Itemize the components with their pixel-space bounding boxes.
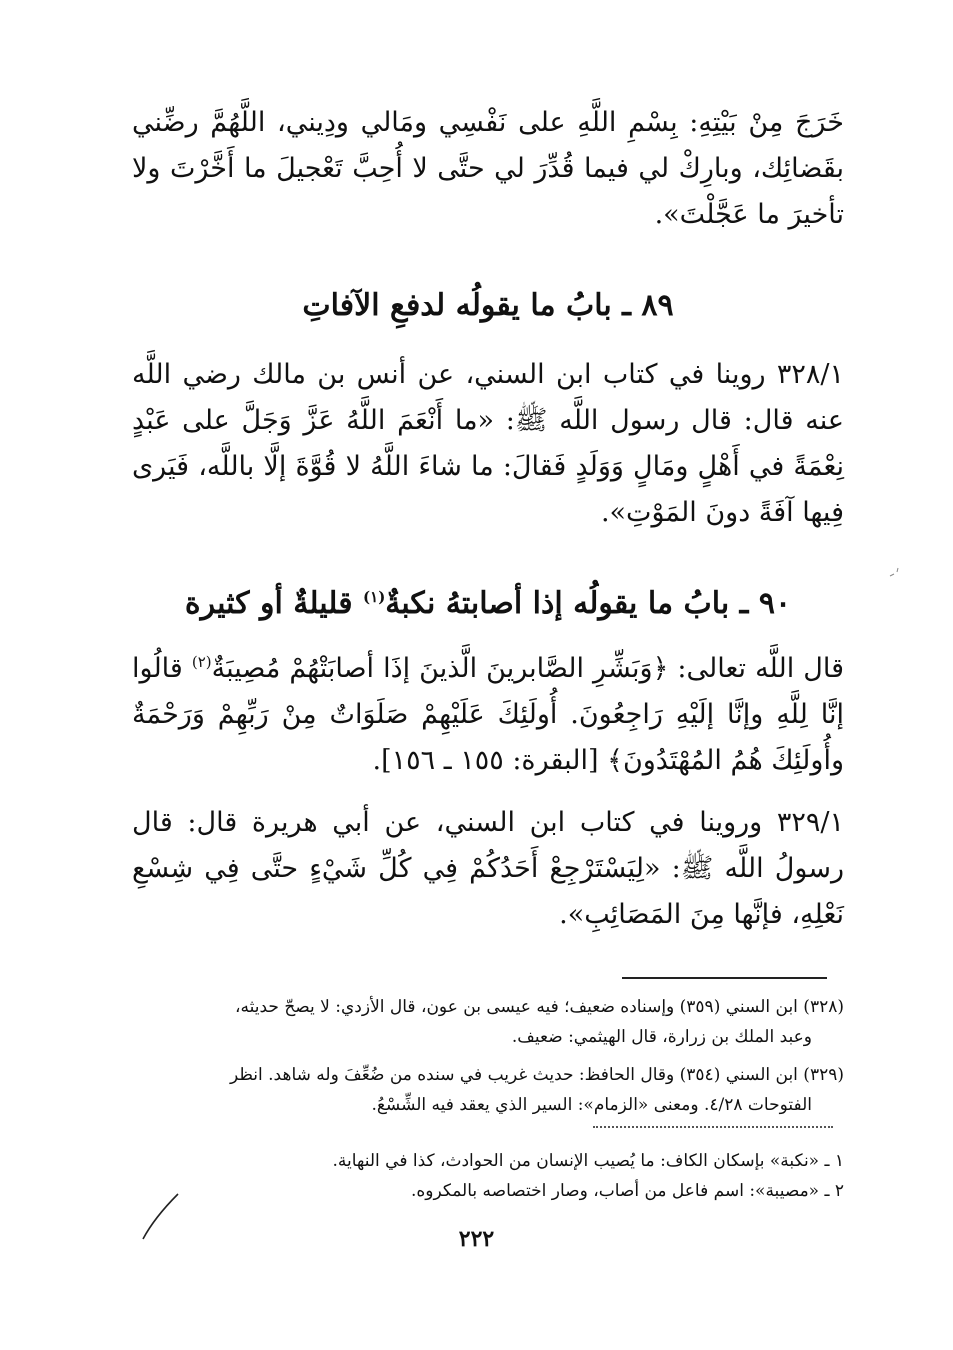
hadith-328-paragraph: ٣٢٨/١ روينا في كتاب ابن السني، عن أنس بن مالك رضي اللَّه عنه قال: قال رسول اللَّه ﷺ: «ما أَنْعَمَ اللَّهُ عَزَّ وَجَلَّ على عَبْدٍ نِعْمَةً في أَهْلٍ ومَالٍ وَوَلَدٍ فَقالَ: ما شاءَ اللَّهُ لا قُوَّةَ إلَّا باللَّه، فَيَرى فِيها آفَةً دونَ المَوْتِ». (132, 359, 844, 528)
chapter-90-title: ٩٠ ـ بابُ ما يقولُه إذا أصابتهُ نكبةٌ (385, 586, 792, 621)
footnote-separator (622, 977, 827, 979)
quran-verse-end: قالُوا إنَّا لِلَّهِ وإنَّا إلَيْهِ رَاجِعُونَ. أُولَئِكَ عَلَيْهِمْ صَلَوَاتٌ مِنْ رَبِّهِمْ وَرَحْمَةٌ وأُولَئِكَ هُمُ المُهْتَدُونَ﴾ [البقرة: ١٥٥ ـ ١٥٦]. (132, 653, 844, 776)
notes-dotted-separator (593, 1126, 833, 1128)
editor-note-1: ١ ـ «نكبة» بإسكان الكاف: ما يُصيب الإنسان من الحوادث، كذا في النهاية. (332, 1151, 844, 1171)
chapter-89-heading: ٨٩ ـ بابُ ما يقولُه لدفعِ الآفاتِ (302, 288, 674, 323)
footnote-ref-2: (٢) (191, 653, 212, 671)
scan-speck-mark (888, 566, 902, 578)
page-number: ٢٢٢ (458, 1226, 495, 1252)
editor-notes (132, 1146, 844, 1206)
footnote-329-line-2: الفتوحات ٤/٢٨. ومعنى «الزمام»: السير الذي يعقد فيه الشِّسْعُ. (371, 1095, 812, 1115)
editor-note-2: ٢ ـ «مصيبة»: اسم فاعل من أصاب، وصار اختصاصه بالمكروه. (410, 1181, 844, 1201)
footnote-328-line-1: (٣٢٨) ابن السني (٣٥٩) وإسناده ضعيف؛ فيه عيسى بن عون، قال الأزدي: لا يصحّ حديثه، (235, 997, 844, 1017)
footnote-328-line-2: وعبد الملك بن زرارة، قال الهيثمي: ضعيف. (511, 1027, 812, 1047)
quran-verse-paragraph (132, 646, 844, 784)
footnote-ref-1: (١) (363, 588, 386, 606)
chapter-90-heading (132, 582, 844, 626)
quran-verse-start: قال اللَّه تعالى: ﴿وَبَشِّرِ الصَّابرينَ الَّذينَ إذَا أصابَتْهُمْ مُصِيبَةٌ (211, 653, 844, 684)
hadith-329-paragraph: ٣٢٩/١ وروينا في كتاب ابن السني، عن أبي هريرة قال: قال رسولُ اللَّه ﷺ: «لِيَسْتَرْجِعْ أَحَدُكُمْ فِي كُلِّ شَيْءٍ حتَّى فِي شِسْعِ نَعْلِهِ، فإنَّها مِنَ المَصَائِبِ». (132, 807, 844, 930)
footnote-329-line-1: (٣٢٩) ابن السني (٣٥٤) وقال الحافظ: حديث غريب في سنده من ضُعِّفَ وله شاهد. انظر (229, 1065, 844, 1085)
chapter-90-title-end: قليلةٌ أو كثيرة (184, 586, 364, 621)
intro-paragraph: خَرَجَ مِنْ بَيْتِهِ: بِسْمِ اللَّهِ على نَفْسِي ومَالي ودِيني، اللَّهُمَّ رضِّني بقَضائِك، وبارِكْ لي فيما قُدِّرَ لي حتَّى لا أُحِبَّ تَعْجيلَ ما أَخَّرْتَ ولا تأخيرَ ما عَجَّلْتَ». (132, 107, 844, 230)
footnote-329 (132, 1060, 844, 1120)
footnote-328 (132, 992, 844, 1052)
